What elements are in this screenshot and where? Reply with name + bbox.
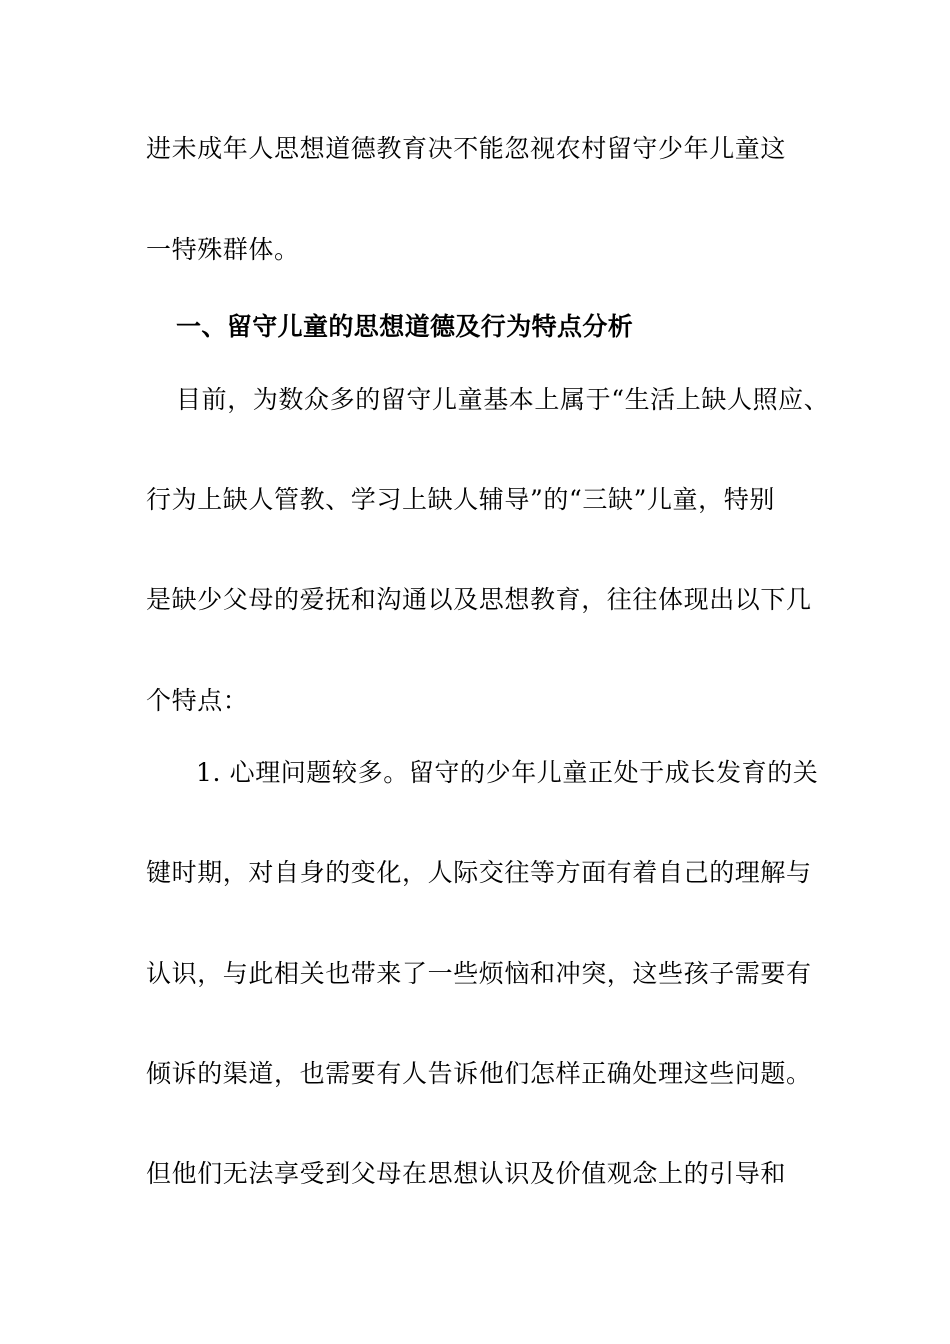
item-1-line-4: 倾诉的渠道，也需要有人告诉他们怎样正确处理这些问题。 <box>146 1059 812 1088</box>
item-1-line-2: 键时期，对自身的变化，人际交往等方面有着自己的理解与 <box>146 858 812 887</box>
intro-paragraph-line-2: 一特殊群体。 <box>146 235 300 264</box>
features-paragraph-line-3: 是缺少父母的爱抚和沟通以及思想教育，往往体现出以下几 <box>146 585 812 614</box>
intro-paragraph-line-1: 进未成年人思想道德教育决不能忽视农村留守少年儿童这 <box>146 134 787 163</box>
section-heading: 一、留守儿童的思想道德及行为特点分析 <box>176 312 634 341</box>
features-paragraph-line-4: 个特点： <box>146 686 249 715</box>
item-1-line-1: 1. 心理问题较多。留守的少年儿童正处于成长发育的关 <box>196 758 819 787</box>
item-1-line-5: 但他们无法享受到父母在思想认识及价值观念上的引导和 <box>146 1159 787 1188</box>
item-1-line-3: 认识，与此相关也带来了一些烦恼和冲突，这些孩子需要有 <box>146 959 812 988</box>
features-paragraph-line-2: 行为上缺人管教、学习上缺人辅导”的“三缺”儿童，特别 <box>146 485 775 514</box>
features-paragraph-line-1: 目前，为数众多的留守儿童基本上属于“生活上缺人照应、 <box>176 385 830 414</box>
